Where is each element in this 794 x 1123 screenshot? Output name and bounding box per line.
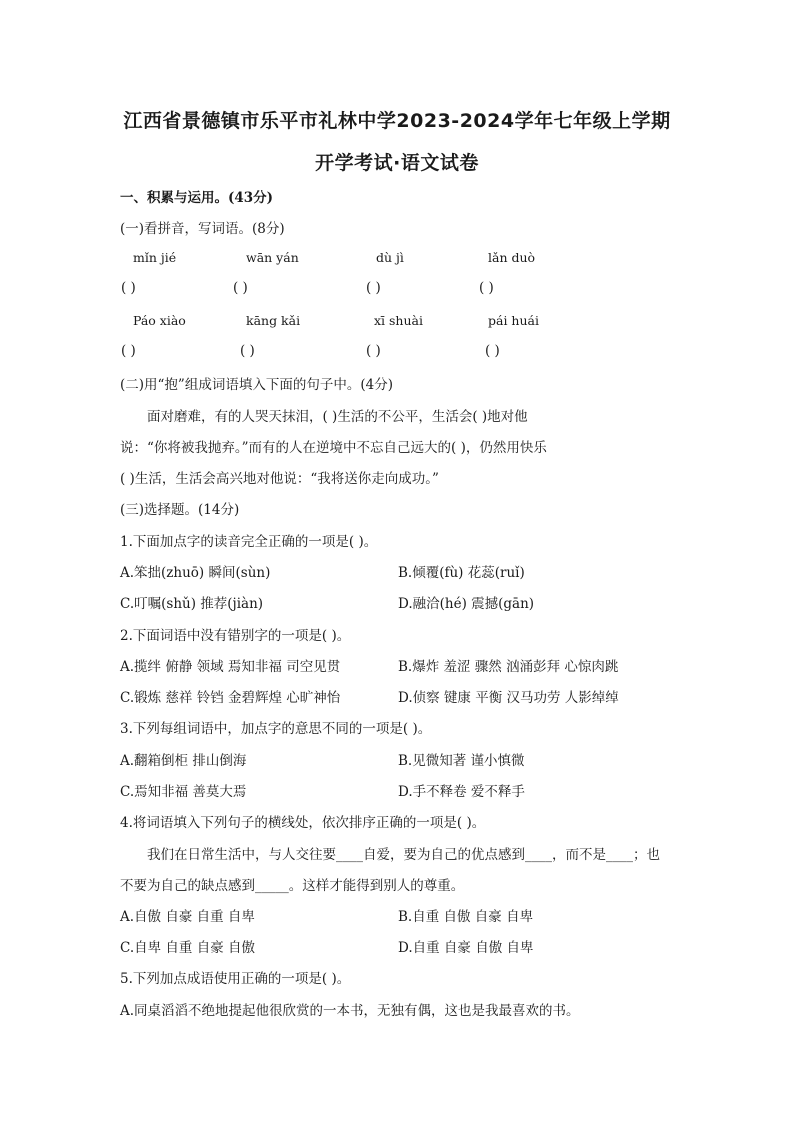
q1-option-d[interactable]: D.融洽(hé) 震撼(gān) — [398, 596, 535, 612]
q2-option-a[interactable]: A.揽绊 俯静 领域 焉知非福 司空见贯 — [120, 659, 341, 675]
pinyin-2: wān yán — [246, 250, 299, 265]
answer-blank[interactable]: ( ) — [485, 343, 500, 359]
question-4-stem: 4.将词语填入下列句子的横线处，依次排序正确的一项是( )。 — [120, 815, 486, 831]
q4-text-line: 我们在日常生活中，与人交往要____自爱，要为自己的优点感到____，而不是____；也 — [147, 847, 660, 863]
q4-option-b[interactable]: B.自重 自傲 自豪 自卑 — [398, 909, 534, 925]
page-title-line1: 江西省景德镇市乐平市礼林中学2023-2024学年七年级上学期 — [123, 110, 671, 132]
q3-option-d[interactable]: D.手不释卷 爱不释手 — [398, 784, 525, 800]
pinyin-3: dù jì — [376, 250, 404, 265]
question-1-stem: 1.下面加点字的读音完全正确的一项是( )。 — [120, 534, 378, 550]
question-3-stem: 3.下列每组词语中，加点字的意思不同的一项是( )。 — [120, 721, 432, 737]
q3-option-b[interactable]: B.见微知著 谨小慎微 — [398, 753, 525, 769]
q4-option-a[interactable]: A.自傲 自豪 自重 自卑 — [120, 909, 255, 925]
q2-option-b[interactable]: B.爆炸 羞涩 骤然 汹涌彭拜 心惊肉跳 — [398, 659, 619, 675]
q3-option-c[interactable]: C.焉知非福 善莫大焉 — [120, 784, 247, 800]
answer-blank[interactable]: ( ) — [366, 343, 381, 359]
part2-heading: (二)用“抱”组成词语填入下面的句子中。(4分) — [120, 377, 393, 393]
pinyin-6: kāng kǎi — [246, 313, 301, 328]
answer-blank[interactable]: ( ) — [366, 280, 381, 296]
answer-blank[interactable]: ( ) — [233, 280, 248, 296]
question-2-stem: 2.下面词语中没有错别字的一项是( )。 — [120, 628, 351, 644]
answer-blank[interactable]: ( ) — [121, 280, 136, 296]
pinyin-8: pái huái — [488, 313, 539, 328]
pinyin-4: lǎn duò — [488, 250, 536, 265]
q4-option-d[interactable]: D.自重 自豪 自傲 自卑 — [398, 940, 534, 956]
part2-text-line: 说：“你将被我抛弃。”而有的人在逆境中不忘自己远大的( )，仍然用快乐 — [120, 440, 547, 456]
pinyin-1: mǐn jié — [133, 250, 177, 265]
answer-blank[interactable]: ( ) — [121, 343, 136, 359]
question-5-stem: 5.下列加点成语使用正确的一项是( )。 — [120, 971, 351, 987]
part2-text-line: 面对磨难，有的人哭天抹泪，( )生活的不公平，生活会( )地对他 — [147, 409, 528, 425]
part3-heading: (三)选择题。(14分) — [120, 502, 240, 518]
pinyin-7: xī shuài — [374, 313, 423, 328]
q2-option-d[interactable]: D.侦察 键康 平衡 汉马功劳 人影绰绰 — [398, 690, 619, 706]
part2-text-line: ( )生活，生活会高兴地对他说：“我将送你走向成功。” — [120, 471, 439, 487]
answer-blank[interactable]: ( ) — [479, 280, 494, 296]
q2-option-c[interactable]: C.锻炼 慈祥 铃铛 金碧辉煌 心旷神怡 — [120, 690, 341, 706]
page-title-line2: 开学考试·语文试卷 — [315, 152, 479, 174]
q5-option-a[interactable]: A.同桌滔滔不绝地提起他很欣赏的一本书，无独有偶，这也是我最喜欢的书。 — [120, 1003, 580, 1019]
q1-option-c[interactable]: C.叮嘱(shǔ) 推荐(jiàn) — [120, 596, 264, 612]
q3-option-a[interactable]: A.翻箱倒柜 排山倒海 — [120, 753, 247, 769]
q1-option-a[interactable]: A.笨拙(zhuō) 瞬间(sùn) — [120, 565, 271, 581]
q4-text-line: 不要为自己的缺点感到_____。这样才能得到别人的尊重。 — [120, 878, 465, 894]
part1-heading: (一)看拼音，写词语。(8分) — [120, 221, 285, 237]
q1-option-b[interactable]: B.倾覆(fù) 花蕊(ruǐ) — [398, 565, 525, 581]
q4-option-c[interactable]: C.自卑 自重 自豪 自傲 — [120, 940, 256, 956]
pinyin-5: Páo xiào — [133, 313, 186, 328]
section1-heading: 一、积累与运用。(43分) — [120, 190, 274, 206]
answer-blank[interactable]: ( ) — [240, 343, 255, 359]
